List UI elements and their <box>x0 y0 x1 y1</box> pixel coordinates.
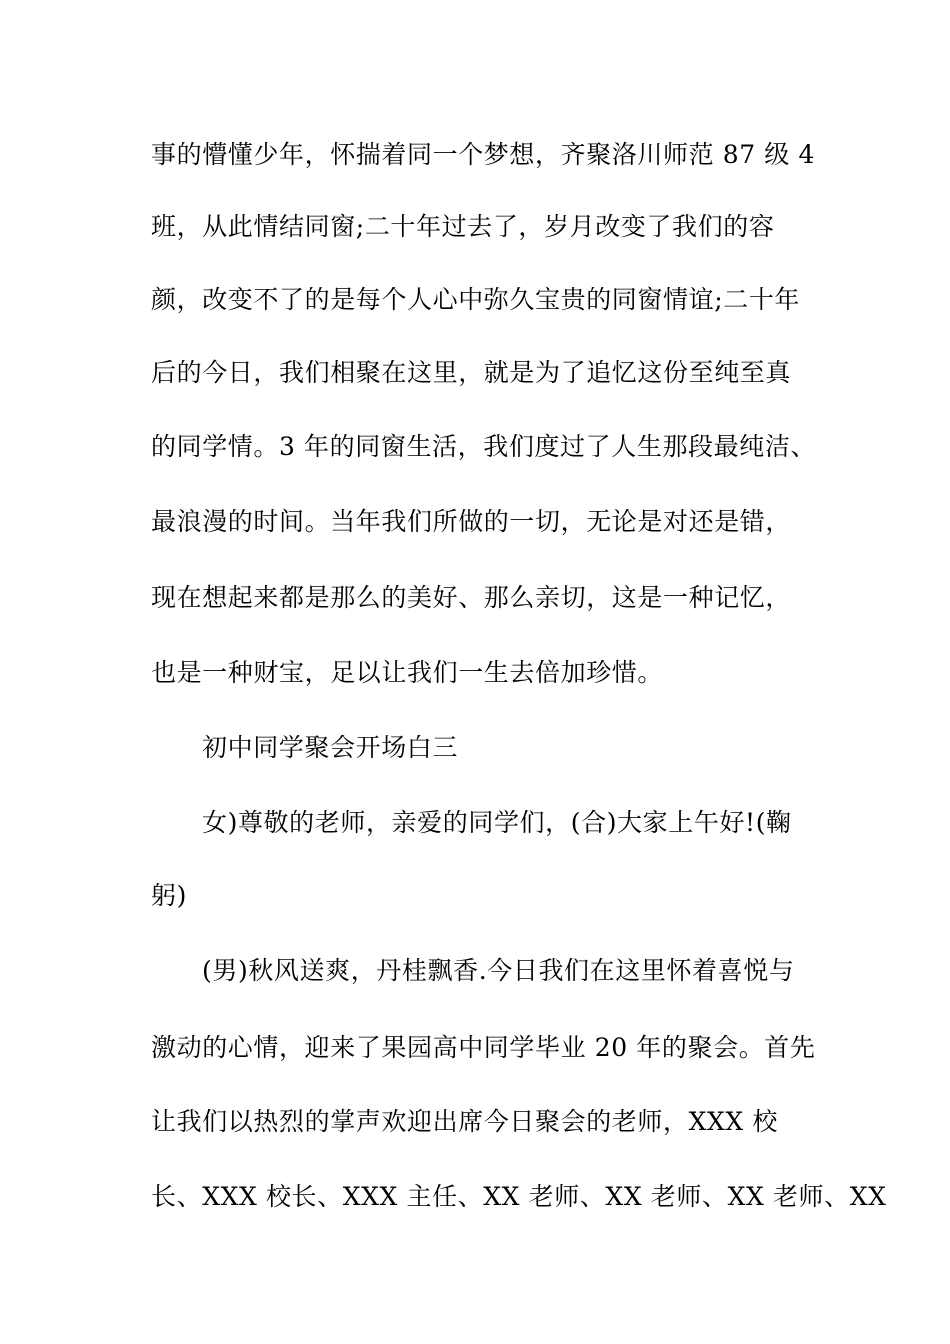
text-line: (男)秋风送爽，丹桂飘香.今日我们在这里怀着喜悦与 <box>202 956 795 985</box>
text-line: 躬) <box>151 881 187 910</box>
text-line: 班，从此情结同窗;二十年过去了，岁月改变了我们的容 <box>151 212 775 241</box>
text-line: 现在想起来都是那么的美好、那么亲切，这是一种记忆， <box>151 583 792 612</box>
text-line: 让我们以热烈的掌声欢迎出席今日聚会的老师，XXX 校 <box>151 1107 778 1136</box>
text-line: 的同学情。3 年的同窗生活，我们度过了人生那段最纯洁、 <box>151 432 817 461</box>
text-line: 事的懵懂少年，怀揣着同一个梦想，齐聚洛川师范 87 级 4 <box>151 140 815 169</box>
section-heading: 初中同学聚会开场白三 <box>202 733 459 762</box>
text-line: 后的今日，我们相聚在这里，就是为了追忆这份至纯至真 <box>151 358 792 387</box>
text-line: 最浪漫的时间。当年我们所做的一切，无论是对还是错， <box>151 507 792 536</box>
text-line: 长、XXX 校长、XXX 主任、XX 老师、XX 老师、XX 老师、XX <box>151 1182 887 1211</box>
text-line: 颜，改变不了的是每个人心中弥久宝贵的同窗情谊;二十年 <box>151 285 801 314</box>
text-line: 也是一种财宝，足以让我们一生去倍加珍惜。 <box>151 658 664 687</box>
text-line: 激动的心情，迎来了果园高中同学毕业 20 年的聚会。首先 <box>151 1033 816 1062</box>
text-line: 女)尊敬的老师，亲爱的同学们，(合)大家上午好!(鞠 <box>202 808 792 837</box>
